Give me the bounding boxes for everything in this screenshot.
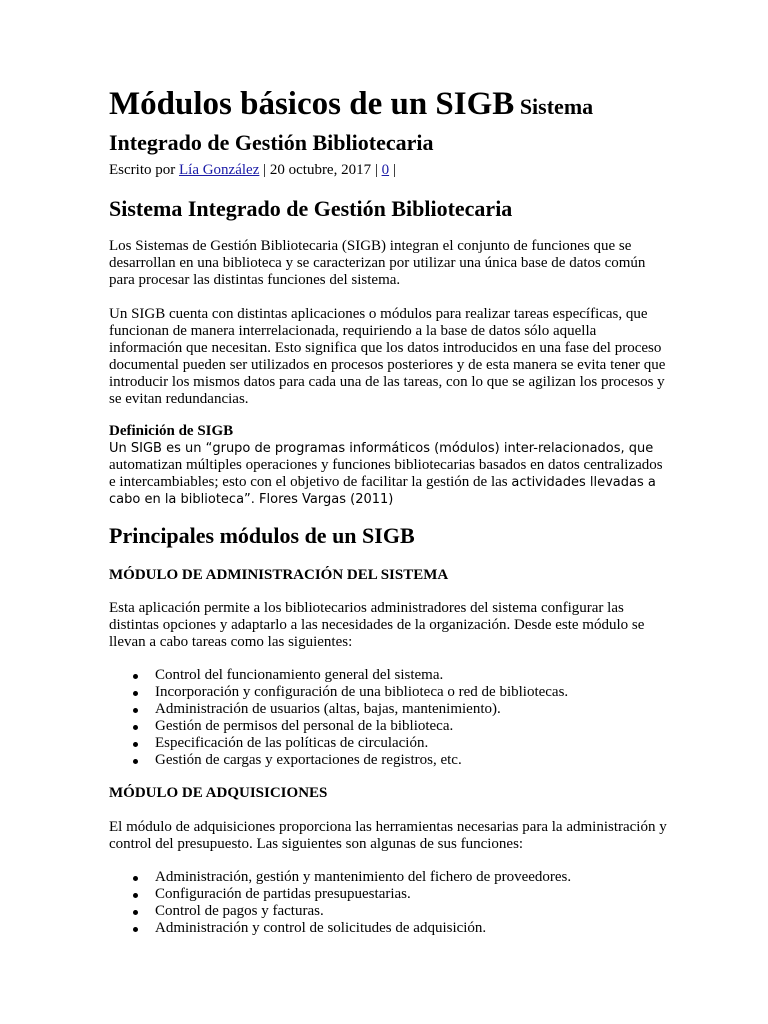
list-item: Control del funcionamiento general del sistema.	[109, 667, 669, 684]
list-item: Administración de usuarios (altas, bajas, mantenimiento).	[109, 701, 669, 718]
list-item: Administración, gestión y mantenimiento del fichero de proveedores.	[109, 869, 669, 886]
definition-quote-end: actividades llevadas a cabo en la biblioteca”. Flores Vargas (2011)	[109, 475, 656, 507]
module-acq-list	[109, 869, 669, 937]
list-item: Control de pagos y facturas.	[109, 903, 669, 920]
definition-quote-middle: automatizan múltiples operaciones y funciones bibliotecarias basados en datos centralizados e intercambiables; esto con el objetivo de facilitar la gestión de las	[109, 457, 663, 490]
bullet-icon	[133, 725, 138, 730]
section-heading-modules: Principales módulos de un SIGB	[109, 523, 415, 548]
bullet-icon	[133, 927, 138, 932]
article-title-rest: Sistema Integrado de Gestión Bibliotecaria	[109, 94, 594, 155]
bullet-icon	[133, 893, 138, 898]
paragraph-modules: Un SIGB cuenta con distintas aplicaciones o módulos para realizar tareas específicas, que funcionan de manera interrelacionada, requiriendo a la base de datos sólo aquella información que necesitan. Esto significa que los datos introducidos en una fase del proceso documental pueden ser utilizados en procesos posteriores y de esta manera se evita tener que introducir los mismos datos para cada una de las tareas, con lo que se agilizan los procesos y se evitan redundancias.	[109, 306, 666, 407]
bullet-icon	[133, 742, 138, 747]
author-link[interactable]: Lía González	[178, 162, 260, 178]
meta-sep: |	[389, 162, 396, 178]
article-title	[109, 86, 669, 161]
definition-text	[109, 440, 669, 508]
module-admin-list	[109, 667, 669, 769]
comments-link[interactable]: 0	[381, 162, 390, 178]
meta-date: | 20 octubre, 2017 |	[259, 162, 382, 178]
list-item: Gestión de permisos del personal de la biblioteca.	[109, 718, 669, 735]
article-meta	[109, 162, 396, 179]
module-acq-intro: El módulo de adquisiciones proporciona las herramientas necesarias para la administración y control del presupuesto. Las siguientes son algunas de sus funciones:	[109, 819, 667, 852]
bullet-icon	[133, 759, 138, 764]
paragraph-intro: Los Sistemas de Gestión Bibliotecaria (SIGB) integran el conjunto de funciones que se desarrollan en una biblioteca y se caracterizan por utilizar una única base de datos común para procesar las distintas funciones del sistema.	[109, 238, 646, 288]
definition-heading: Definición de SIGB	[109, 423, 234, 439]
bullet-icon	[133, 691, 138, 696]
list-item: Incorporación y configuración de una biblioteca o red de bibliotecas.	[109, 684, 669, 701]
module-admin-intro: Esta aplicación permite a los bibliotecarios administradores del sistema configurar las distintas opciones y adaptarlo a las necesidades de la organización. Desde este módulo se llevan a cabo tareas como las siguientes:	[109, 600, 645, 650]
meta-prefix: Escrito por	[109, 162, 179, 178]
bullet-icon	[133, 674, 138, 679]
list-item: Gestión de cargas y exportaciones de registros, etc.	[109, 752, 669, 769]
module-admin-heading: MÓDULO DE ADMINISTRACIÓN DEL SISTEMA	[109, 567, 449, 583]
article-title-main: Módulos básicos de un SIGB	[109, 86, 515, 122]
list-item: Configuración de partidas presupuestarias.	[109, 886, 669, 903]
bullet-icon	[133, 910, 138, 915]
bullet-icon	[133, 876, 138, 881]
definition-quote-start: Un SIGB es un “grupo de programas informáticos (módulos) inter-relacionados, que	[109, 441, 654, 456]
section-heading-sigb: Sistema Integrado de Gestión Bibliotecaria	[109, 196, 513, 221]
list-item: Administración y control de solicitudes de adquisición.	[109, 920, 669, 937]
list-item: Especificación de las políticas de circulación.	[109, 735, 669, 752]
module-acq-heading: MÓDULO DE ADQUISICIONES	[109, 785, 328, 801]
bullet-icon	[133, 708, 138, 713]
